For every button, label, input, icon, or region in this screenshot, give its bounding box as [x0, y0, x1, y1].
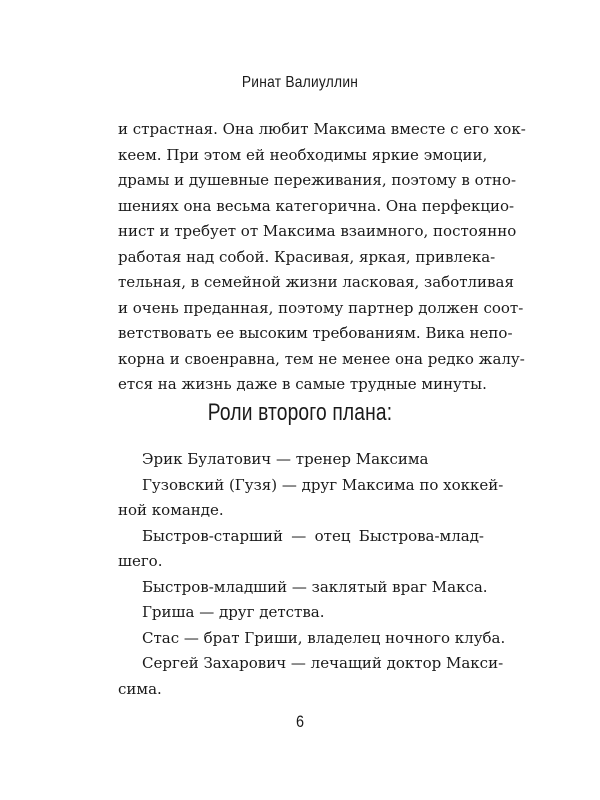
role-line: шего.	[118, 552, 163, 570]
role-line: Гузовский (Гузя) — друг Максима по хоккей-	[142, 475, 504, 494]
text-line: работая над собой. Красивая, яркая, привлека-	[118, 247, 496, 266]
text-line: тельная, в семейной жизни ласковая, заботливая	[118, 273, 514, 291]
text-line: ется на жизнь даже в самые трудные минуты.	[118, 375, 487, 393]
role-line: Быстров-старший — отец Быстрова-млад-	[142, 526, 484, 545]
text-line: корна и своенравна, тем не менее она редко жалу-	[118, 349, 525, 368]
running-header: Ринат Валиуллин	[241, 74, 359, 91]
text-line: и очень преданная, поэтому партнер должен соот-	[118, 298, 524, 317]
text-line: и страстная. Она любит Максима вместе с его хок-	[118, 120, 526, 138]
text-line: ветствовать ее высоким требованиям. Вика непо-	[118, 324, 513, 342]
role-line: Быстров-младший — заклятый враг Макса.	[142, 577, 488, 596]
page-number: 6	[295, 712, 305, 731]
role-line: Сергей Захарович — лечащий доктор Макси-	[142, 654, 504, 672]
text-line: нист и требует от Максима взаимного, постоянно	[118, 222, 517, 240]
text-line: шениях она весьма категорична. Она перфекцио-	[118, 196, 515, 215]
role-line: Стас — брат Гриши, владелец ночного клуба.	[142, 628, 506, 647]
role-line: сима.	[118, 679, 162, 698]
secondary-roles-list	[118, 447, 506, 702]
section-title: Роли второго плана:	[207, 399, 393, 426]
character-description-paragraph	[118, 117, 526, 398]
role-line: Гриша — друг детства.	[142, 603, 325, 621]
role-line: Эрик Булатович — тренер Максима	[142, 450, 429, 468]
text-line: кеем. При этом ей необходимы яркие эмоции,	[118, 145, 488, 164]
role-line: ной команде.	[118, 501, 224, 519]
text-line: драмы и душевные переживания, поэтому в отно-	[118, 171, 517, 189]
